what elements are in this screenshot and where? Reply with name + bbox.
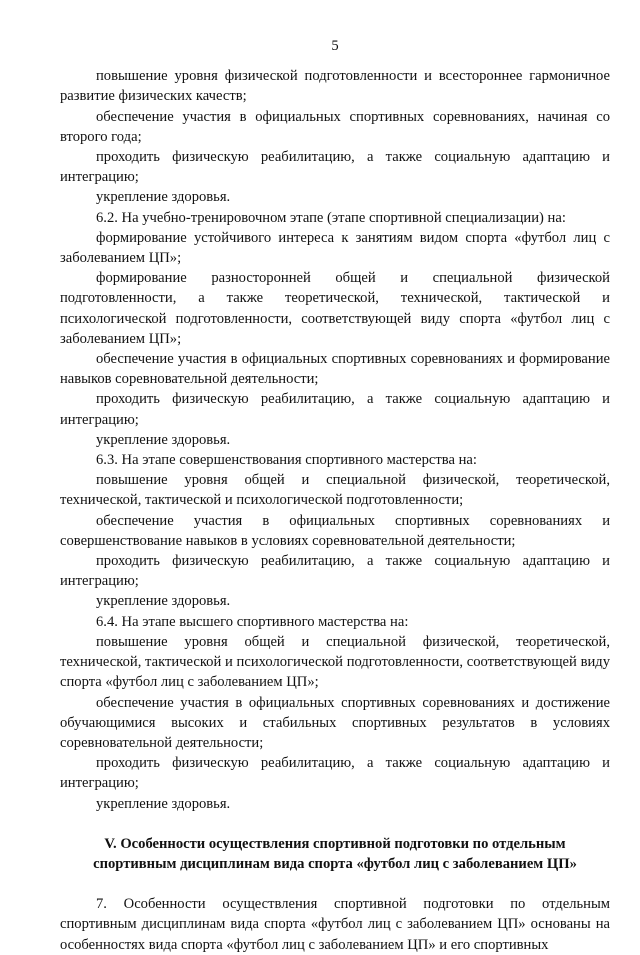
paragraph: 6.2. На учебно-тренировочном этапе (этапе спортивной специализации) на: [96,209,566,226]
paragraph: повышение уровня общей и специальной физической, теоретической, технической, тактической и психологической подготовленности, соответствующей виду спорта «футбол лиц с заболеванием ЦП»; [60,633,610,691]
paragraph: проходить физическую реабилитацию, а также социальную адаптацию и интеграцию; [60,553,610,590]
paragraph: формирование разносторонней общей и специальной физической подготовленности, а также теоретической, технической, тактической и психологической подготовленности, соответствующей виду спорта «футбол лиц с заболеванием ЦП»; [60,270,610,347]
paragraph: обеспечение участия в официальных спортивных соревнованиях и достижение обучающимися высоких и стабильных спортивных результатов в условиях соревновательной деятельности; [60,694,610,751]
paragraph: 6.3. На этапе совершенствования спортивного мастерства на: [96,452,477,469]
spacer [60,814,610,834]
paragraph: укрепление здоровья. [96,593,231,610]
paragraph: 6.4. На этапе высшего спортивного мастерства на: [96,613,409,630]
paragraph: проходить физическую реабилитацию, а также социальную адаптацию и интеграцию; [60,149,610,186]
paragraph: проходить физическую реабилитацию, а также социальную адаптацию и интеграцию; [60,755,610,792]
paragraph: формирование устойчивого интереса к занятиям видом спорта «футбол лиц с заболеванием ЦП»; [60,229,610,267]
section-heading: V. Особенности осуществления спортивной подготовки по отдельным спортивным дисциплинам вида спорта «футбол лиц с заболеванием ЦП» [93,835,577,872]
paragraph: обеспечение участия в официальных спортивных соревнованиях и совершенствование навыков в условиях соревновательной деятельности; [60,512,610,549]
paragraph: укрепление здоровья. [96,189,231,206]
paragraph-final: 7. Особенности осуществления спортивной подготовки по отдельным спортивным дисциплинам вида спорта «футбол лиц с заболеванием ЦП» основаны на особенностях вида спорта «футбол лиц с заболеванием ЦП» и его спортивных [60,896,610,953]
paragraph: повышение уровня общей и специальной физической, теоретической, технической, тактической и психологической подготовленности; [60,472,610,509]
page-number: 5 [331,38,339,54]
paragraph: укрепление здоровья. [96,431,231,448]
paragraph: обеспечение участия в официальных спортивных соревнованиях и формирование навыков соревновательной деятельности; [60,351,610,388]
goals-list [60,66,610,814]
spacer [60,874,610,894]
paragraph: повышение уровня физической подготовленности и всестороннее гармоничное развитие физических качеств; [60,68,610,105]
paragraph: проходить физическую реабилитацию, а также социальную адаптацию и интеграцию; [60,391,610,428]
paragraph: обеспечение участия в официальных спортивных соревнованиях, начиная со второго года; [60,108,610,145]
paragraph: укрепление здоровья. [96,795,231,812]
